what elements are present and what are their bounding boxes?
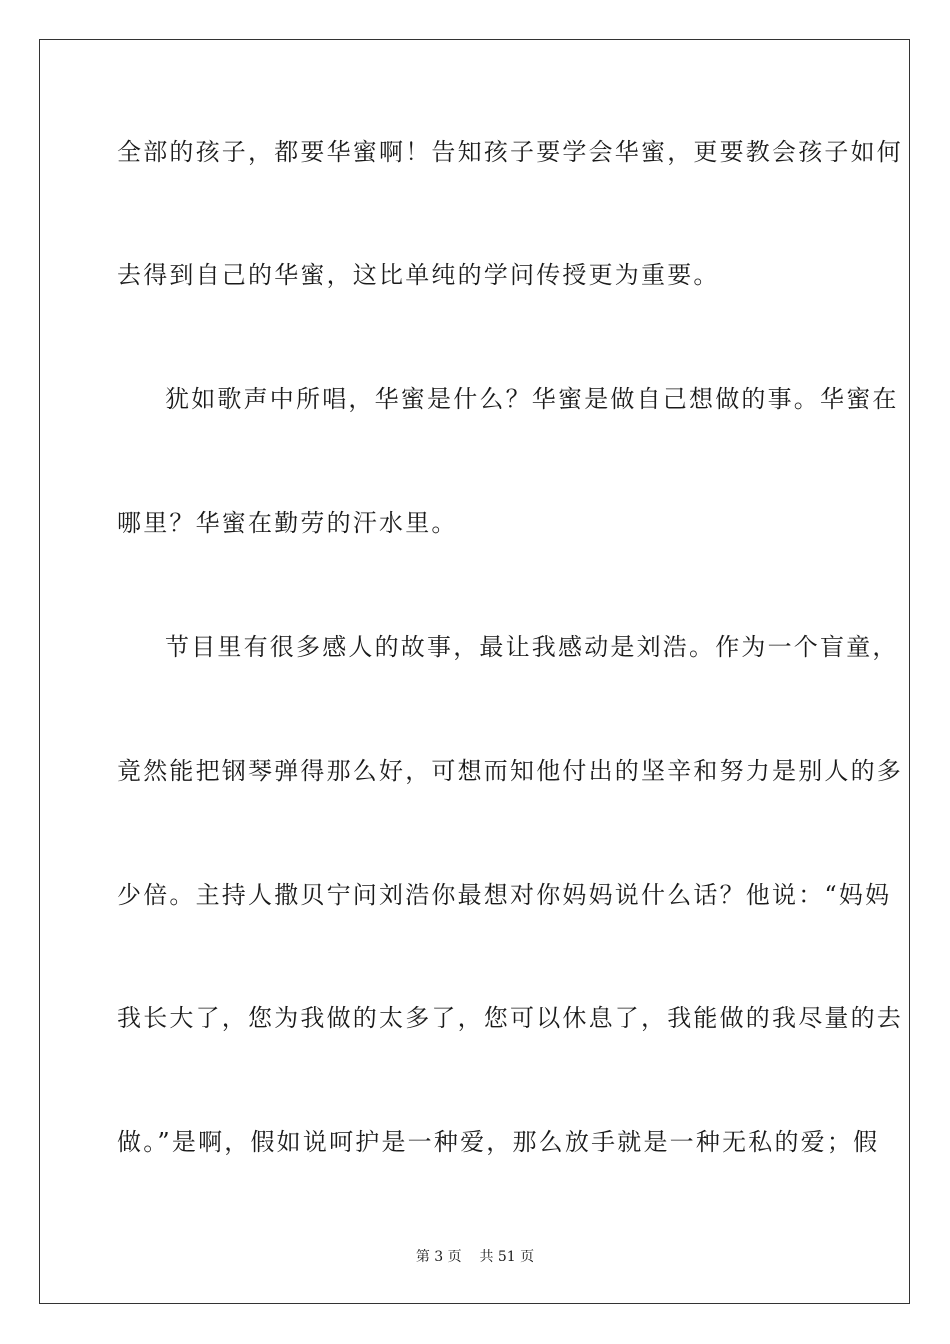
page-footer	[0, 1248, 950, 1266]
paragraph-line-2: 去得到自己的华蜜，这比单纯的学问传授更为重要。	[117, 261, 720, 289]
page-number: 第 3 页	[415, 1249, 462, 1265]
page-total: 共 51 页	[479, 1249, 535, 1265]
paragraph-line-9: 做。”是啊，假如说呵护是一种爱，那么放手就是一种无私的爱；假	[117, 1128, 880, 1156]
page-border	[39, 39, 910, 1304]
paragraph-line-6: 竟然能把钢琴弹得那么好，可想而知他付出的坚辛和努力是别人的多	[117, 757, 903, 785]
paragraph-line-7: 少倍。主持人撒贝宁问刘浩你最想对你妈妈说什么话？他说：“妈妈	[117, 881, 892, 909]
paragraph-line-5: 节目里有很多感人的故事，最让我感动是刘浩。作为一个盲童，	[165, 633, 899, 661]
paragraph-line-4: 哪里？华蜜在勤劳的汗水里。	[117, 509, 458, 537]
paragraph-line-8: 我长大了，您为我做的太多了，您可以休息了，我能做的我尽量的去	[117, 1004, 903, 1032]
paragraph-line-1: 全部的孩子，都要华蜜啊！告知孩子要学会华蜜，更要教会孩子如何	[117, 138, 903, 166]
paragraph-line-3: 犹如歌声中所唱，华蜜是什么？华蜜是做自己想做的事。华蜜在	[165, 385, 899, 413]
